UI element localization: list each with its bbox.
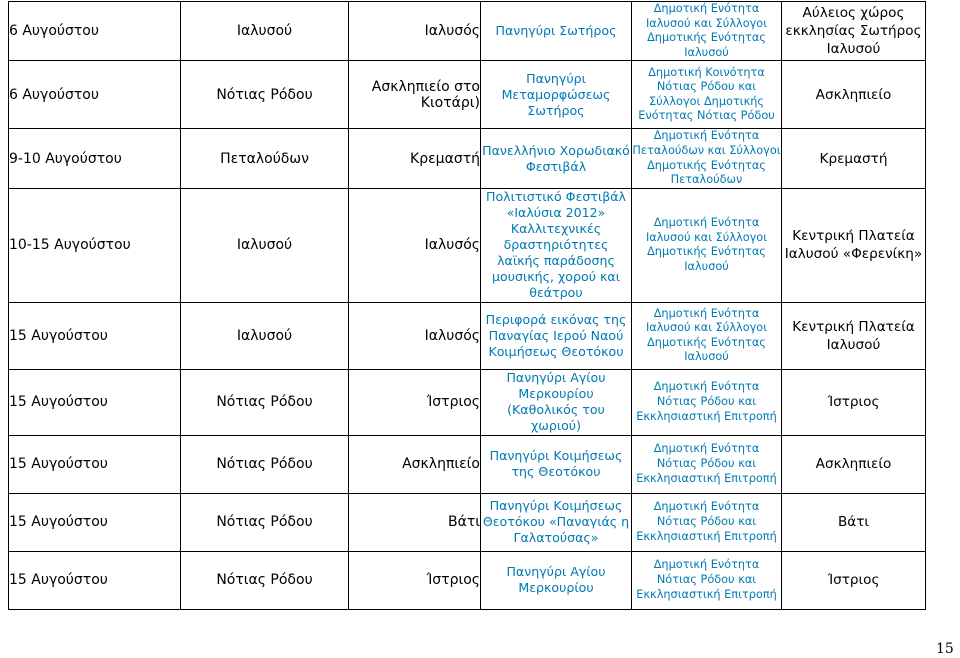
date-cell: 9-10 Αυγούστου	[9, 129, 181, 188]
event-cell: Πανηγύρι Κοιμήσεως της Θεοτόκου	[481, 435, 632, 493]
place-cell: Ιαλυσός	[349, 302, 481, 369]
organizer-cell: Δημοτική Ενότητα Ιαλυσού και Σύλλογοι Δημοτικής Ενότητας Ιαλυσού	[632, 188, 782, 302]
date-cell: 15 Αυγούστου	[9, 369, 181, 435]
table-row	[9, 435, 926, 493]
area-cell: Ιαλυσού	[181, 2, 349, 61]
place-cell: Κρεμαστή	[349, 129, 481, 188]
date-cell: 6 Αυγούστου	[9, 2, 181, 61]
event-cell: Πανελλήνιο Χορωδιακό Φεστιβάλ	[481, 129, 632, 188]
date-cell: 6 Αυγούστου	[9, 61, 181, 129]
venue-cell: Κεντρική Πλατεία Ιαλυσού	[782, 302, 926, 369]
date-cell: 15 Αυγούστου	[9, 493, 181, 551]
place-cell: Ασκληπιείο στο Κιοτάρι)	[349, 61, 481, 129]
place-cell: Ίστριος	[349, 369, 481, 435]
event-cell: Περιφορά εικόνας της Παναγίας Ιερού Ναού Κοιμήσεως Θεοτόκου	[481, 302, 632, 369]
venue-cell: Ασκληπιείο	[782, 61, 926, 129]
area-cell: Πεταλούδων	[181, 129, 349, 188]
area-cell: Νότιας Ρόδου	[181, 369, 349, 435]
event-cell: Πολιτιστικό Φεστιβάλ «Ιαλύσια 2012» Καλλιτεχνικές δραστηριότητες λαϊκής παράδοσης μουσικής, χορού και θεάτρου	[481, 188, 632, 302]
organizer-cell: Δημοτική Ενότητα Νότιας Ρόδου και Εκκλησιαστική Επιτροπή	[632, 551, 782, 609]
date-cell: 15 Αυγούστου	[9, 435, 181, 493]
table-row	[9, 551, 926, 609]
organizer-cell: Δημοτική Κοινότητα Νότιας Ρόδου και Σύλλογοι Δημοτικής Ενότητας Νότιας Ρόδου	[632, 61, 782, 129]
organizer-cell: Δημοτική Ενότητα Ιαλυσού και Σύλλογοι Δημοτικής Ενότητας Ιαλυσού	[632, 302, 782, 369]
table-row	[9, 302, 926, 369]
event-cell: Πανηγύρι Σωτήρος	[481, 2, 632, 61]
venue-cell: Ασκληπιείο	[782, 435, 926, 493]
area-cell: Νότιας Ρόδου	[181, 435, 349, 493]
table-row	[9, 493, 926, 551]
venue-cell: Ίστριος	[782, 551, 926, 609]
events-table	[8, 1, 926, 610]
page-number: 15	[936, 641, 954, 657]
table-row	[9, 2, 926, 61]
area-cell: Νότιας Ρόδου	[181, 493, 349, 551]
table-row	[9, 129, 926, 188]
place-cell: Ιαλυσός	[349, 188, 481, 302]
event-cell: Πανηγύρι Μεταμορφώσεως Σωτήρος	[481, 61, 632, 129]
date-cell: 10-15 Αυγούστου	[9, 188, 181, 302]
venue-cell: Ίστριος	[782, 369, 926, 435]
table-row	[9, 188, 926, 302]
date-cell: 15 Αυγούστου	[9, 551, 181, 609]
organizer-cell: Δημοτική Ενότητα Νότιας Ρόδου και Εκκλησιαστική Επιτροπή	[632, 493, 782, 551]
place-cell: Ασκληπιείο	[349, 435, 481, 493]
event-cell: Πανηγύρι Αγίου Μερκουρίου	[481, 551, 632, 609]
organizer-cell: Δημοτική Ενότητα Νότιας Ρόδου και Εκκλησιαστική Επιτροπή	[632, 435, 782, 493]
venue-cell: Κρεμαστή	[782, 129, 926, 188]
table-row	[9, 369, 926, 435]
venue-cell: Αύλειος χώρος εκκλησίας Σωτήρος Ιαλυσού	[782, 2, 926, 61]
event-cell: Πανηγύρι Κοιμήσεως Θεοτόκου «Παναγιάς η Γαλατούσας»	[481, 493, 632, 551]
venue-cell: Βάτι	[782, 493, 926, 551]
organizer-cell: Δημοτική Ενότητα Νότιας Ρόδου και Εκκλησιαστική Επιτροπή	[632, 369, 782, 435]
date-cell: 15 Αυγούστου	[9, 302, 181, 369]
area-cell: Νότιας Ρόδου	[181, 551, 349, 609]
area-cell: Ιαλυσού	[181, 302, 349, 369]
place-cell: Ιαλυσός	[349, 2, 481, 61]
organizer-cell: Δημοτική Ενότητα Πεταλούδων και Σύλλογοι Δημοτικής Ενότητας Πεταλούδων	[632, 129, 782, 188]
place-cell: Βάτι	[349, 493, 481, 551]
area-cell: Ιαλυσού	[181, 188, 349, 302]
place-cell: Ίστριος	[349, 551, 481, 609]
table-row	[9, 61, 926, 129]
organizer-cell: Δημοτική Ενότητα Ιαλυσού και Σύλλογοι Δημοτικής Ενότητας Ιαλυσού	[632, 2, 782, 61]
area-cell: Νότιας Ρόδου	[181, 61, 349, 129]
event-cell: Πανηγύρι Αγίου Μερκουρίου (Καθολικός του χωριού)	[481, 369, 632, 435]
venue-cell: Κεντρική Πλατεία Ιαλυσού «Φερενίκη»	[782, 188, 926, 302]
